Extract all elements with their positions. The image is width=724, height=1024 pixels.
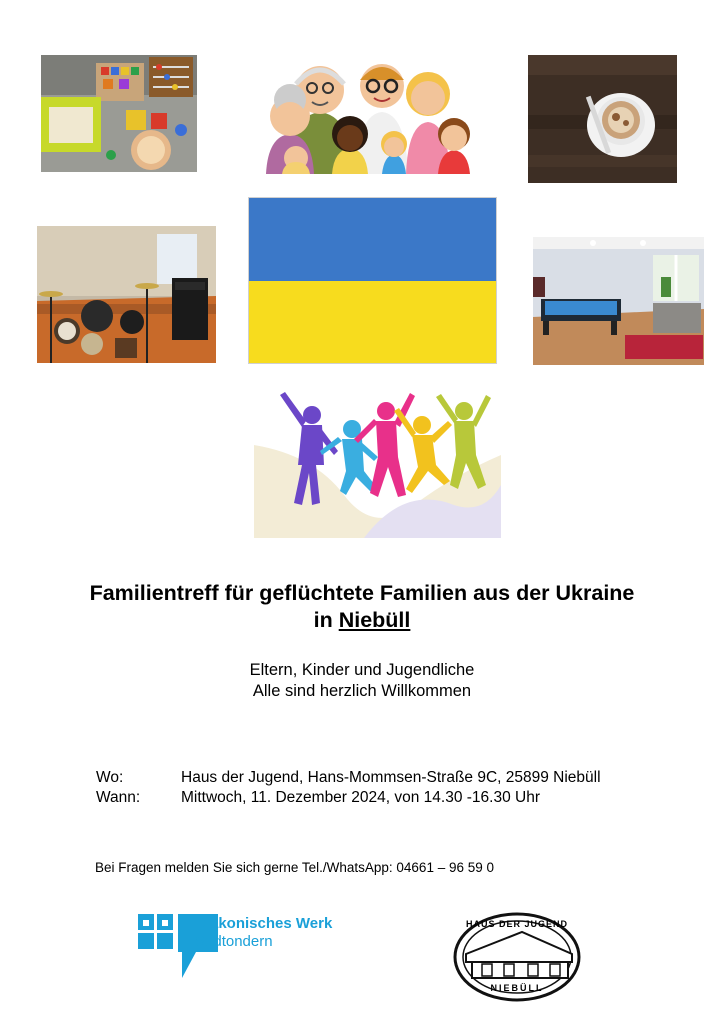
- jumping-youth-illustration: [254, 385, 501, 538]
- title-line-1: Familientreff für geflüchtete Familien aus der Ukraine: [89, 581, 635, 605]
- when-label: Wann:: [96, 789, 141, 806]
- diakonie-line-1: Diakonisches Werk: [195, 915, 333, 932]
- title-city: Niebüll: [338, 608, 411, 632]
- diakonie-line-2: Südtondern: [195, 933, 273, 950]
- coffee-photo: [528, 55, 677, 183]
- diakonie-logo: [138, 912, 363, 980]
- when-row: [96, 788, 540, 808]
- event-subtitle: [0, 660, 724, 702]
- where-label: Wo:: [96, 769, 124, 786]
- hdj-bottom-text: NIEBÜLL: [490, 983, 544, 993]
- subtitle-line-2: Alle sind herzlich Willkommen: [252, 682, 472, 700]
- title-line-2: [0, 607, 724, 634]
- when-value: Mittwoch, 11. Dezember 2024, von 14.30 -16.30 Uhr: [181, 789, 540, 806]
- diakonie-text: [195, 915, 332, 951]
- title-prefix: in: [313, 608, 339, 632]
- ukraine-flag: [248, 197, 497, 364]
- youth-room-photo: [533, 237, 704, 365]
- family-illustration: [266, 54, 476, 174]
- where-value: Haus der Jugend, Hans-Mommsen-Straße 9C, 25899 Niebüll: [181, 769, 601, 786]
- where-row: [96, 768, 601, 788]
- flag-yellow-stripe: [249, 281, 496, 364]
- haus-der-jugend-logo: [452, 910, 582, 1004]
- event-title: [0, 580, 724, 634]
- music-room-photo: [37, 226, 216, 363]
- subtitle-line-1: Eltern, Kinder und Jugendliche: [249, 661, 475, 679]
- contact-info: Bei Fragen melden Sie sich gerne Tel./WhatsApp: 04661 – 96 59 0: [95, 860, 495, 875]
- toys-photo: [41, 55, 197, 172]
- hdj-top-text: HAUS DER JUGEND: [465, 919, 568, 929]
- flag-blue-stripe: [249, 198, 496, 281]
